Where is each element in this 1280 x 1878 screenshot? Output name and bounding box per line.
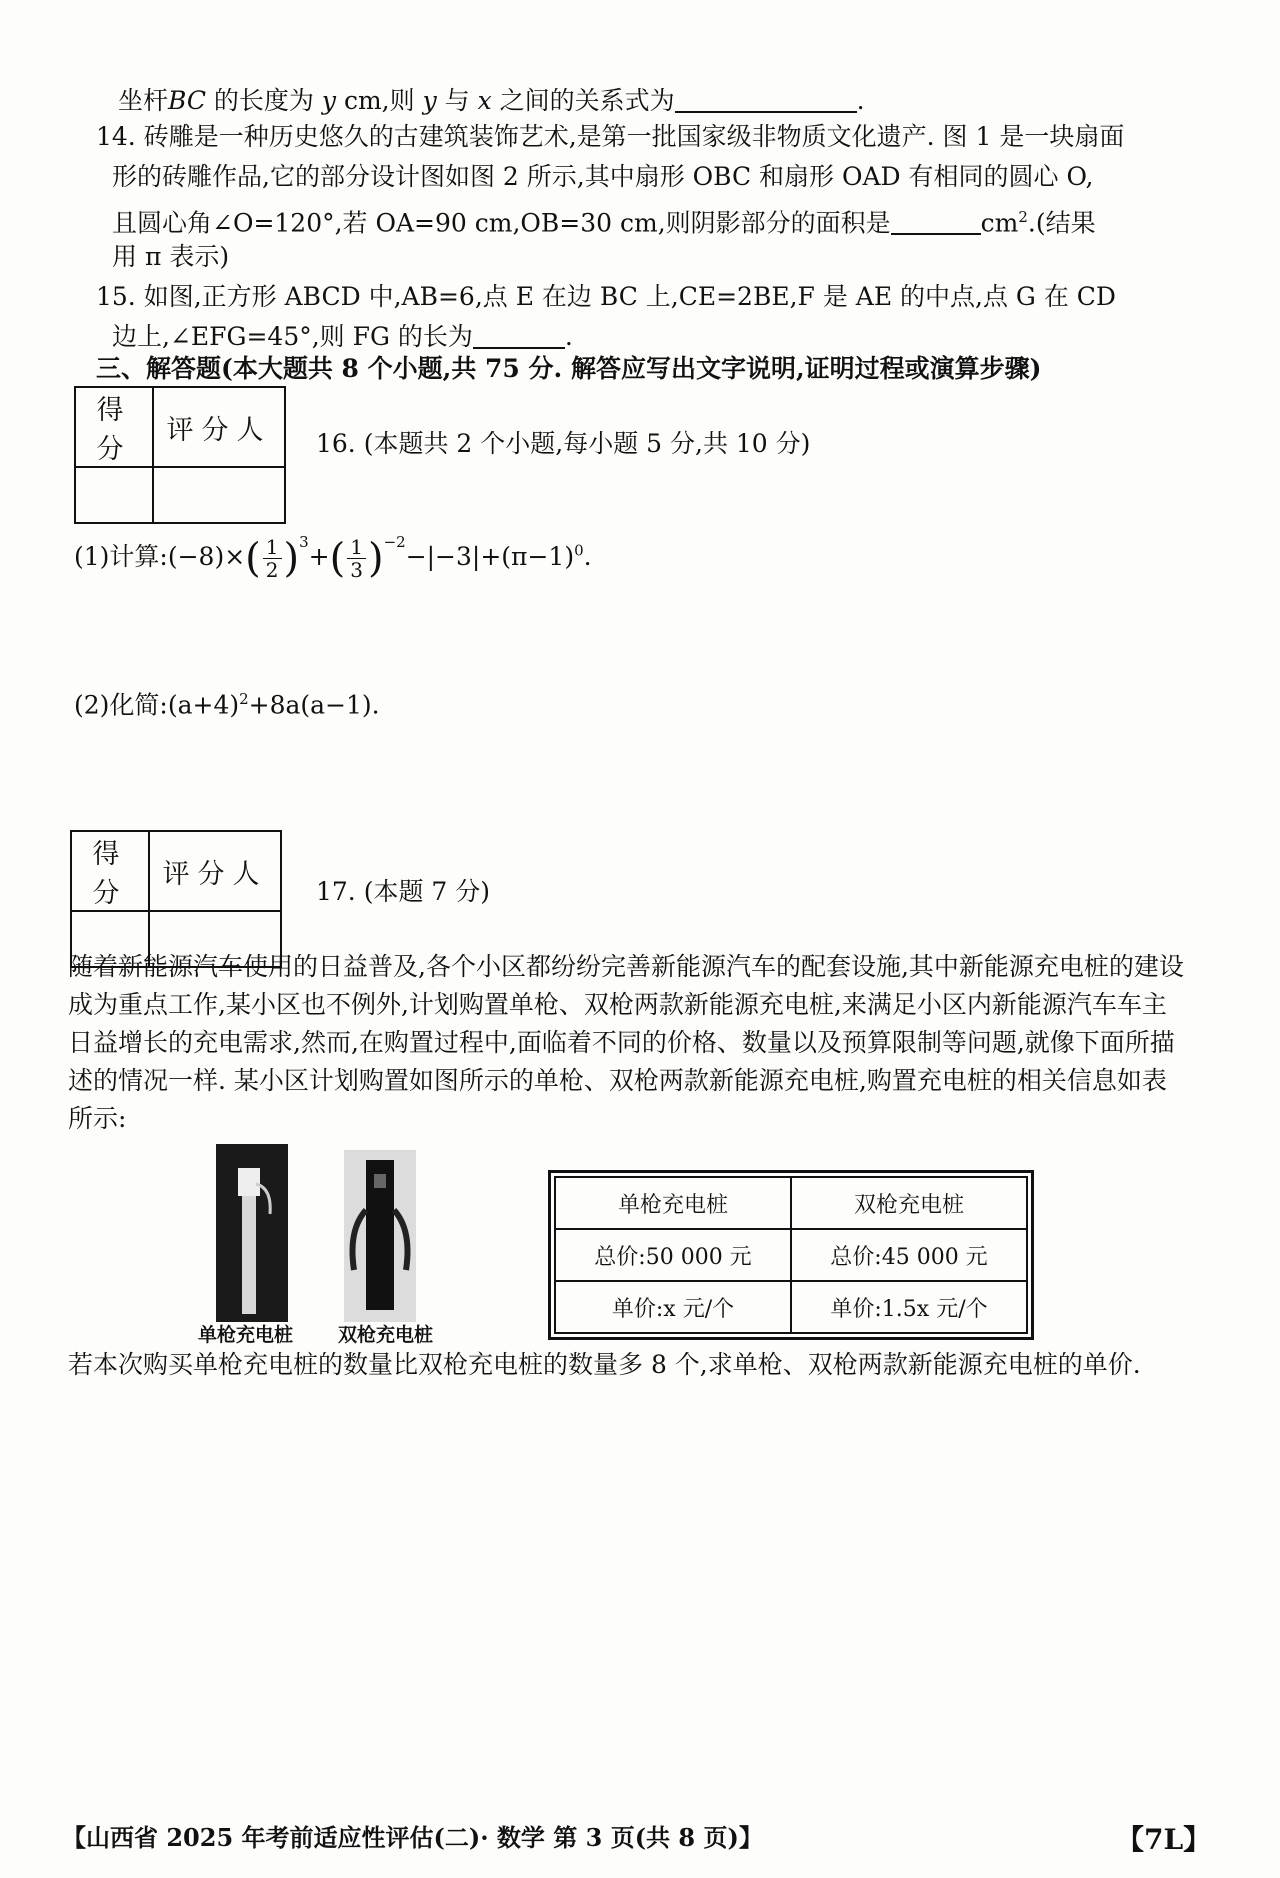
single-gun-charger-image xyxy=(216,1144,288,1322)
table-cell: 总价:45 000 元 xyxy=(791,1229,1027,1281)
q17-paragraph: 随着新能源汽车使用的日益普及,各个小区都纷纷完善新能源汽车的配套设施,其中新能源充电桩的建设成为重点工作,某小区也不例外,计划购置单枪、双枪两款新能源充电桩,来满足小区内新能源汽车车主日益增长的充电需求,然而,在购置过程中,面临着不同的价格、数量以及预算限制等问题,就像下面所描述的情况一样. 某小区计划购置如图所示的单枪、双枪两款新能源充电桩,购置充电桩的相关信息如表所示: xyxy=(68,952,1184,1133)
q16-part2: (2)化简$:(a+4)^2+8a(a-1)$. xyxy=(74,690,380,720)
table-cell: 单价:x 元/个 xyxy=(555,1281,791,1333)
dual-gun-caption: 双枪充电桩 xyxy=(338,1324,434,1346)
table-cell: 单价:1.5x 元/个 xyxy=(791,1281,1027,1333)
table-cell: 总价:50 000 元 xyxy=(555,1229,791,1281)
paper-code: 【7L】 xyxy=(1116,1823,1212,1856)
q14-line-3: 且圆心角∠O=120°,若 OA=90 cm,OB=30 cm,则阴影部分的面积是 $cm^2$.(结果 xyxy=(112,208,1096,238)
price-table xyxy=(554,1176,1028,1334)
score-header: 得分 xyxy=(75,387,153,467)
q13-tail-line: 坐杆BC 的长度为 y cm,则 y 与 x 之间的关系式为 . xyxy=(118,86,865,115)
q17-question: 若本次购买单枪充电桩的数量比双枪充电桩的数量多 8 个,求单枪、双枪两款新能源充电桩的单价. xyxy=(68,1350,1141,1379)
q14-line-4: 用 π 表示) xyxy=(112,242,230,271)
table-header: 单枪充电桩 xyxy=(555,1177,791,1229)
table-header: 双枪充电桩 xyxy=(791,1177,1027,1229)
q16-header: 16. (本题共 2 个小题,每小题 5 分,共 10 分) xyxy=(316,429,811,458)
answer-blank xyxy=(473,321,565,349)
grader-header: 评分人 xyxy=(153,387,285,467)
single-gun-caption: 单枪充电桩 xyxy=(198,1324,294,1346)
score-header: 得分 xyxy=(71,831,149,911)
dual-gun-charger-image xyxy=(344,1150,416,1322)
score-table-16 xyxy=(74,386,286,524)
q15-line-1: 15. 如图,正方形 ABCD 中,AB=6,点 E 在边 BC 上,CE=2BE,F 是 AE 的中点,点 G 在 CD xyxy=(96,282,1116,311)
answer-blank xyxy=(675,85,857,113)
grader-header: 评分人 xyxy=(149,831,281,911)
q14-line-2: 形的砖雕作品,它的部分设计图如图 2 所示,其中扇形 OBC 和扇形 OAD 有相同的圆心 O, xyxy=(112,162,1094,191)
q14-line-1: 14. 砖雕是一种历史悠久的古建筑装饰艺术,是第一批国家级非物质文化遗产. 图 1 是一块扇面 xyxy=(96,122,1125,151)
page-footer: 【山西省 2025 年考前适应性评估(二)· 数学 第 3 页(共 8 页)】 xyxy=(62,1823,763,1852)
q17-header: 17. (本题 7 分) xyxy=(316,877,491,906)
answer-blank xyxy=(891,207,981,235)
q15-line-2: 边上,∠EFG=45°,则 FG 的长为 . xyxy=(112,322,573,351)
q16-part1: (1)计算:(−8)×( $\frac{1}{2}$ )$^3$+( $\frac{1}{3}$ )$^{-2}-|-3|+(\pi-1)^0$. xyxy=(74,533,592,582)
section-heading: 三、解答题(本大题共 8 个小题,共 75 分. 解答应写出文字说明,证明过程或演算步骤) xyxy=(96,354,1042,383)
